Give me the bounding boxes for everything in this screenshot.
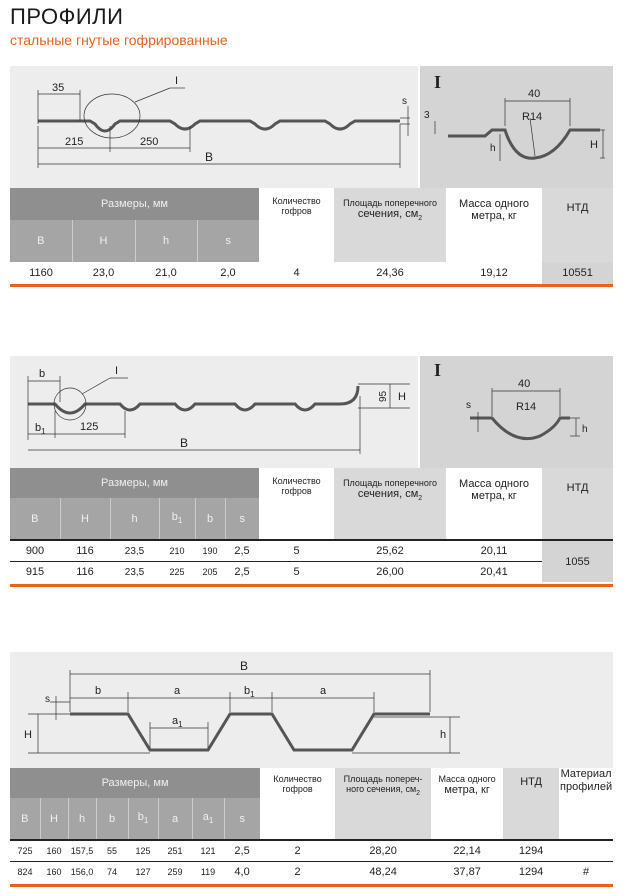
p2-detail-label: I: [434, 360, 442, 380]
p3-r1-count: 2: [260, 862, 335, 883]
p1-sizes-header: Размеры, мм: [10, 188, 259, 220]
p1-dim-215: 215: [65, 136, 84, 148]
p2-dim-bigb: B: [180, 436, 189, 450]
p2-r0-count: 5: [259, 540, 334, 562]
p3-dim-s: s: [45, 694, 50, 705]
p3-dim-a1: $a_1$: [172, 715, 183, 729]
p2-r1-b1: 225: [159, 562, 195, 583]
p3-r1-h: 156,0: [68, 862, 96, 883]
p1-detail-label: I: [434, 72, 442, 92]
p2-detail-40: 40: [518, 378, 531, 390]
p3-col-s: s: [224, 798, 260, 840]
p3-r1-material: #: [559, 862, 613, 883]
p2-detail-s: s: [466, 400, 471, 411]
p2-r1-bs: 205: [195, 562, 225, 583]
p2-callout-i: I: [115, 365, 119, 377]
p3-r1-s: 4,0: [224, 862, 260, 883]
p1-detail-40: 40: [528, 88, 541, 100]
p3-orange-rule: [10, 884, 613, 887]
p1-count-header: Количество гофров: [259, 188, 334, 262]
p3-r0-s: 2,5: [224, 840, 260, 862]
p2-dim-h: H: [398, 391, 406, 403]
page-subtitle: стальные гнутые гофрированные: [10, 32, 228, 48]
p2-r1-area: 26,00: [334, 562, 446, 583]
profile-2-block: [10, 356, 613, 588]
profile-1-block: [10, 66, 613, 288]
p2-sizes-header: Размеры, мм: [10, 468, 259, 498]
table-row: [10, 840, 613, 862]
p1-ntd-header: НТД: [542, 188, 613, 262]
p3-r0-h: 157,5: [68, 840, 96, 862]
p2-ntd-value: 1055: [542, 540, 613, 582]
p3-r1-bs: 74: [96, 862, 128, 883]
p1-col-b: B: [10, 220, 72, 262]
p2-dim-95: 95: [378, 390, 389, 402]
p1-r0-s: 2,0: [220, 267, 236, 279]
p1-detail-h: h: [490, 143, 496, 154]
p1-dim-35: 35: [52, 82, 65, 94]
p3-col-a1: $a_1$: [192, 798, 224, 840]
p2-count-header: Количество гофров: [259, 468, 334, 540]
p3-dim-a2: a: [320, 685, 327, 697]
p1-detail-r14: R14: [522, 111, 543, 123]
p1-col-h-big: H: [72, 220, 135, 262]
p2-col-s: s: [225, 498, 259, 540]
p2-orange-rule: [10, 584, 613, 587]
p3-r0-b: 725: [10, 840, 40, 862]
p3-r1-a: 259: [158, 862, 192, 883]
p3-r1-hbig: 160: [40, 862, 68, 883]
p2-col-b1: $b_1$: [159, 498, 195, 540]
p2-r1-h: 23,5: [110, 562, 159, 583]
p3-r0-area: 28,20: [335, 840, 431, 862]
p2-r0-b1: 210: [159, 540, 195, 562]
table-row: [10, 262, 613, 284]
p3-dim-h: h: [440, 729, 447, 741]
profile-2-drawing: [10, 356, 418, 468]
p3-r0-b1: 125: [128, 840, 158, 862]
p2-dim-b1: $b_1$: [35, 422, 46, 436]
p1-detail-bigh: H: [590, 139, 598, 151]
p1-orange-rule: [10, 284, 613, 287]
p3-dim-b1: $b_1$: [244, 685, 255, 699]
p3-r0-count: 2: [260, 840, 335, 862]
p3-r1-ntd: 1294: [503, 862, 559, 883]
p1-r0-mass: 19,12: [480, 267, 508, 279]
p2-r0-mass: 20,11: [446, 540, 542, 562]
p3-col-hbig: H: [40, 798, 68, 840]
p1-r0-h: 21,0: [155, 267, 177, 279]
p1-callout-i: I: [175, 75, 179, 87]
profile-1-table: [10, 188, 613, 284]
profile-1-drawing: [10, 66, 418, 188]
p2-r0-s: 2,5: [225, 540, 259, 562]
p3-area-header: Площадь попереч- ного сечения, $см_2$: [335, 768, 431, 840]
p3-r0-mass: 22,14: [431, 840, 503, 862]
p2-detail-h: h: [582, 424, 588, 435]
p3-r1-a1: 119: [192, 862, 224, 883]
p2-detail-r14: R14: [516, 401, 537, 413]
p2-col-b: B: [10, 498, 60, 540]
p3-dim-bigh: H: [24, 729, 32, 741]
profile-3-table: [10, 768, 613, 882]
profile-2-table: [10, 468, 613, 582]
p2-dim-b: b: [39, 368, 46, 380]
p3-r0-a: 251: [158, 840, 192, 862]
p1-mass-header: Масса одного метра, кг: [446, 188, 542, 262]
p1-r0-count: 4: [293, 267, 300, 279]
p1-col-s: s: [197, 220, 259, 262]
p2-r1-b: 915: [10, 562, 60, 583]
p2-r1-s: 2,5: [225, 562, 259, 583]
p3-r0-material: [559, 840, 613, 862]
p3-col-a: a: [158, 798, 192, 840]
p3-r1-area: 48,24: [335, 862, 431, 883]
p2-r0-bs: 190: [195, 540, 225, 562]
p3-r0-hbig: 160: [40, 840, 68, 862]
p2-r0-hbig: 116: [60, 540, 110, 562]
p1-dim-b: B: [205, 150, 214, 164]
p3-r0-ntd: 1294: [503, 840, 559, 862]
profile-2-detail: [420, 356, 613, 468]
p3-mass-header: Масса одного метра, кг: [431, 768, 503, 840]
p3-r0-a1: 121: [192, 840, 224, 862]
p2-r1-hbig: 116: [60, 562, 110, 583]
p3-r0-bs: 55: [96, 840, 128, 862]
p2-col-h: h: [110, 498, 159, 540]
p1-r0-hbig: 23,0: [92, 267, 115, 279]
p2-r0-area: 25,62: [334, 540, 446, 562]
profile-3-drawing: [10, 652, 613, 768]
p3-r1-mass: 37,87: [431, 862, 503, 883]
p1-r0-area: 24,36: [376, 267, 404, 279]
p1-area-header: Площадь поперечного сечения, $см_2$: [334, 188, 446, 262]
profile-3-block: [10, 652, 613, 888]
p3-count-header: Количество гофров: [260, 768, 335, 840]
p2-r0-b: 900: [10, 540, 60, 562]
p2-col-bsmall: b: [195, 498, 225, 540]
p1-detail-3: 3: [424, 110, 430, 121]
table-row: [10, 540, 613, 562]
p2-ntd-header: НТД: [542, 468, 613, 540]
p3-r1-b1: 127: [128, 862, 158, 883]
p2-r1-count: 5: [259, 562, 334, 583]
p3-sizes-header: Размеры, мм: [10, 768, 260, 798]
p3-col-bsmall: b: [96, 798, 128, 840]
p3-dim-a: a: [174, 685, 181, 697]
page-title: ПРОФИЛИ: [10, 4, 124, 29]
p2-r0-h: 23,5: [110, 540, 159, 562]
p3-col-h: h: [68, 798, 96, 840]
p2-col-hbig: H: [60, 498, 110, 540]
profile-1-detail: [420, 66, 613, 188]
p1-r0-ntd: 10551: [542, 262, 613, 284]
p3-col-b: B: [10, 798, 40, 840]
p2-area-header: Площадь поперечного сечения, $см_2$: [334, 468, 446, 540]
p1-r0-b: 1160: [29, 267, 53, 279]
p3-dim-b: b: [95, 685, 102, 697]
p3-r1-b: 824: [10, 862, 40, 883]
table-row: [10, 562, 613, 583]
p1-col-h: h: [135, 220, 197, 262]
p1-dim-s: s: [402, 96, 407, 107]
p2-r1-mass: 20,41: [446, 562, 542, 583]
p3-ntd-header: НТД: [503, 768, 559, 840]
p3-material-header: Материал профилей: [559, 768, 613, 840]
p3-col-b1: $b_1$: [128, 798, 158, 840]
table-row: [10, 862, 613, 883]
p2-dim-125: 125: [80, 421, 99, 433]
p2-mass-header: Масса одного метра, кг: [446, 468, 542, 540]
p1-dim-250: 250: [140, 136, 159, 148]
p3-dim-bigb: B: [240, 659, 249, 673]
